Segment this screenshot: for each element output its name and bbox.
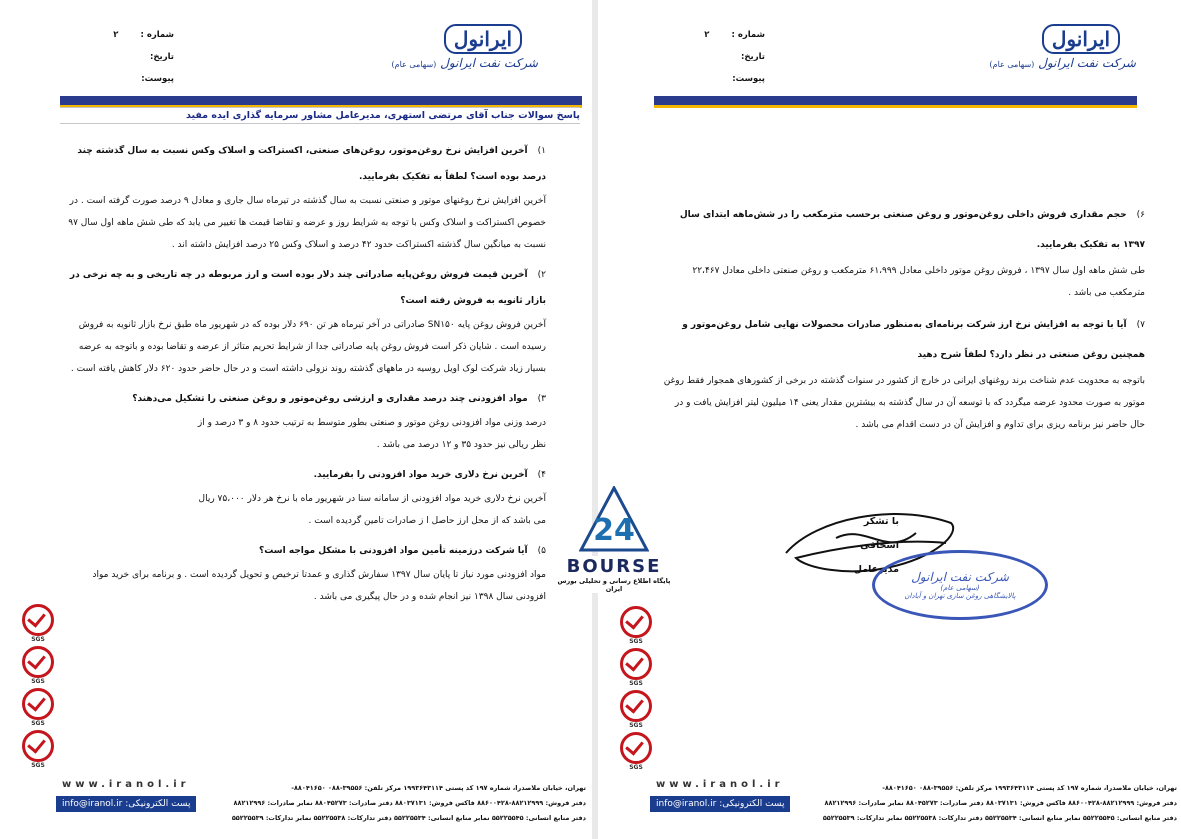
company-stamp: شرکت نفت ایرانول (سهامی عام) پالایشگاهی روغن سازی تهران و آبادان — [872, 550, 1048, 620]
qa-list — [662, 200, 1145, 436]
qa-item — [60, 386, 546, 456]
company-name: شرکت نفت ایرانول (سهامی عام) — [391, 56, 538, 70]
iranol-logo-mark: ایرانول — [444, 24, 522, 54]
sgs-check-icon — [22, 604, 54, 636]
company-name: شرکت نفت ایرانول (سهامی عام) — [989, 56, 1136, 70]
sgs-check-icon — [620, 648, 652, 680]
sgs-badge: SGS — [18, 646, 58, 685]
sgs-check-icon — [620, 606, 652, 638]
attachment-label: پیوست: — [141, 74, 174, 84]
address-block: تهران، خیابان ملاصدرا، شماره ۱۹۷ کد پستی ۱۹۹۳۶۴۳۱۱۴ مرکز تلفن: ۳۹۵۵۶-۰۸۸ ۸۸۰۴۱۶۵۰- دفتر فروش: ۸۸۲۱۲۹۹۹-۸۸۶۰۰۴۲۸ فاکس فروش: ۸۸۰۳۷۱۳۱ دفتر صادرات: ۸۸۰۴۵۲۷۳ نمابر صادرات: ۸۸۲۱۲۹۹۶ دفتر منابع انسانی: ۵۵۲۲۵۵۴۵ نمابر منابع انسانی: ۵۵۲۲۵۵۳۴ دفتر تدارکات: ۵۵۲۲۵۵۳۸ نمابر تدارکات: ۵۵۲۲۵۵۳۹ — [231, 784, 586, 822]
letter-footer — [598, 779, 1181, 839]
qa-item — [60, 138, 546, 256]
answer: درصد وزنی مواد افزودنی روغن موتور و صنعتی بطور متوسط به ترتیب حدود ۸ و ۳ درصد و از نظر ریالی نیز حدود ۳۵ و ۱۲ درصد می باشد . — [197, 418, 546, 450]
number-label: شماره : — [140, 30, 174, 40]
answer: آخرین افزایش نرخ روغنهای موتور و صنعتی نسبت به سال گذشته در تیرماه سال جاری و معادل ۹ درصد صورت گرفته است . در خصوص اکستراکت و اسلاک وکس با توجه به شرایط روز و عرضه و تقاضا قیمت ها تغییر می یابد که طی شش ماهه اول سال ۹۷ نسبت به میانگین سال گذشته اکستراکت حدود ۴۲ درصد و اسلاک وکس ۲۵ درصد افزایش داشته اند . — [68, 196, 546, 250]
question: ۷)آیا با توجه به افزایش نرخ ارز شرکت برنامه‌ای به‌منظور صادرات محصولات نهایی شامل روغن‌موتور و همچنین روغن صنعتی در نظر دارد؟ لطفاً شرح دهید — [682, 320, 1145, 360]
email-address: info@iranol.ir — [62, 799, 123, 809]
sgs-badge: SGS — [18, 688, 58, 727]
number-value: ۲ — [704, 30, 710, 40]
company-logo — [989, 24, 1136, 70]
date-label: تاریخ: — [741, 52, 765, 62]
signatory-name: اسحاقی — [860, 540, 899, 551]
number-label: شماره : — [731, 30, 765, 40]
sgs-badge: SGS — [616, 606, 656, 645]
question: ۳)مواد افزودنی چند درصد مقداری و ارزشی روغن‌موتور و روغن صنعتی را تشکیل می‌دهند؟ — [132, 394, 546, 404]
qa-item — [60, 538, 546, 608]
question: ۶)حجم مقداری فروش داخلی روغن‌موتور و روغن صنعتی برحسب مترمکعب را در شش‌ماهه ابتدای سال ۱۳۹۷ به تفکیک بفرمایید. — [679, 210, 1145, 250]
sgs-check-icon — [22, 688, 54, 720]
website-link[interactable]: www.iranol.ir — [656, 779, 784, 790]
answer: آخرین فروش روغن پایه SN۱۵۰ صادراتی در آخر تیرماه هر تن ۶۹۰ دلار بوده که در شهریور ماه طبق نرخ بازار ثانویه به فروش رسیده است . شایان ذکر است فروش روغن پایه صادراتی جدا از شرایط تحریم متاثر از عرضه و تقاضا بوده و باتوجه به عرضه بسیار زیاد شرکت لوک اویل روسیه در ماههای گذشته روند نزولی داشته است و در حال حاضر حدود ۶۲۰ دلار کاهش یافته است . — [70, 320, 546, 374]
header-band — [654, 96, 1137, 108]
svg-text:24: 24 — [593, 513, 635, 548]
answer: باتوجه به محدویت عدم شناخت برند روغنهای ایرانی در خارج از کشور در سنوات گذشته در برخی از کشورهای همجوار فقط روغن موتور به صورت محدود عرضه میگردد که با توسعه آن در سال گذشته به بیشترین مقدار یعنی ۱۴ میلیون لیتر افزایش یافت و در حال حاضر نیز برنامه ریزی برای تداوم و افزایش آن در دست اقدام می باشد . — [663, 376, 1145, 430]
signature-thanks: با تشکر — [863, 516, 899, 527]
sgs-check-icon — [22, 646, 54, 678]
number-value: ۲ — [113, 30, 119, 40]
sgs-badge: SGS — [616, 732, 656, 771]
watermark-brand: BOURSE — [549, 556, 679, 577]
signatory-role: مدیرعامل — [853, 564, 899, 575]
qa-item — [662, 200, 1145, 304]
letter-page-2 — [598, 0, 1181, 839]
qa-list — [60, 138, 546, 608]
page-title: پاسخ سوالات جناب آقای مرتضی استهری، مدیرعامل مشاور سرمایه گذاری ایده مفید — [60, 107, 580, 124]
email-address: info@iranol.ir — [656, 799, 717, 809]
website-link[interactable]: www.iranol.ir — [62, 779, 190, 790]
question: ۱)آخرین افزایش نرخ روغن‌موتور، روغن‌های صنعتی، اکستراکت و اسلاک وکس نسبت به سال گذشته چند درصد بوده است؟ لطفاً به تفکیک بفرمایید. — [77, 146, 546, 182]
sgs-check-icon — [620, 732, 652, 764]
letter-footer — [0, 779, 592, 839]
sgs-badge: SGS — [616, 690, 656, 729]
address-block: تهران، خیابان ملاصدرا، شماره ۱۹۷ کد پستی ۱۹۹۳۶۴۳۱۱۴ مرکز تلفن: ۳۹۵۵۶-۰۸۸ ۸۸۰۴۱۶۵۰- دفتر فروش: ۸۸۲۱۲۹۹۹-۸۸۶۰۰۴۲۸ فاکس فروش: ۸۸۰۳۷۱۳۱ دفتر صادرات: ۸۸۰۴۵۲۷۳ نمابر صادرات: ۸۸۲۱۲۹۹۶ دفتر منابع انسانی: ۵۵۲۲۵۵۴۵ نمابر منابع انسانی: ۵۵۲۲۵۵۳۴ دفتر تدارکات: ۵۵۲۲۵۵۳۸ نمابر تدارکات: ۵۵۲۲۵۵۳۹ — [822, 784, 1177, 822]
letter-meta — [113, 24, 174, 90]
question: ۴)آخرین نرخ دلاری خرید مواد افزودنی را بفرمایید. — [313, 470, 546, 480]
email-box[interactable]: پست الکترونیکی: info@iranol.ir — [56, 796, 196, 812]
iranol-logo-mark: ایرانول — [1042, 24, 1120, 54]
sgs-badge: SGS — [616, 648, 656, 687]
company-logo — [391, 24, 538, 70]
letter-meta — [704, 24, 765, 90]
qa-item — [60, 262, 546, 380]
qa-item — [662, 310, 1145, 436]
answer: آخرین نرخ دلاری خرید مواد افزودنی از سامانه سنا در شهریور ماه با نرخ هر دلار ۷۵،۰۰۰ ریال می باشد که از محل ارز حاصل ا ز صادرات تامین گردیده است . — [198, 494, 546, 526]
sgs-check-icon — [620, 690, 652, 722]
bourse24-logo-icon — [579, 486, 649, 552]
question: ۲)آخرین قیمت فروش روغن‌پایه صادراتی چند دلار بوده است و ارز مربوطه در چه تاریخی و به چه نرخی در بازار ثانویه به فروش رفته است؟ — [69, 270, 546, 306]
sgs-badge: SGS — [18, 604, 58, 643]
email-box[interactable]: پست الکترونیکی: info@iranol.ir — [650, 796, 790, 812]
answer: طی شش ماهه اول سال ۱۳۹۷ ، فروش روغن موتور داخلی معادل ۶۱،۹۹۹ مترمکعب و روغن صنعتی داخلی معادل ۲۲،۴۶۷ مترمکعب می باشد . — [692, 266, 1145, 298]
sgs-badge: SGS — [18, 730, 58, 769]
date-label: تاریخ: — [150, 52, 174, 62]
bourse24-watermark — [549, 486, 679, 593]
attachment-label: پیوست: — [732, 74, 765, 84]
qa-item — [60, 462, 546, 532]
sgs-check-icon — [22, 730, 54, 762]
question: ۵)آیا شرکت درزمینه تأمین مواد افزودنی با مشکل مواجه است؟ — [259, 546, 546, 556]
watermark-subtitle: پایگاه اطلاع رسانی و تحلیلی بورس ایران — [549, 577, 679, 593]
answer: مواد افزودنی مورد نیاز تا پایان سال ۱۳۹۷ سفارش گذاری و عمدتا ترخیص و تحویل گردیده است . و برنامه برای خرید مواد افزودنی سال ۱۳۹۸ نیز انجام شده و در حال پیگیری می باشد . — [92, 570, 546, 602]
